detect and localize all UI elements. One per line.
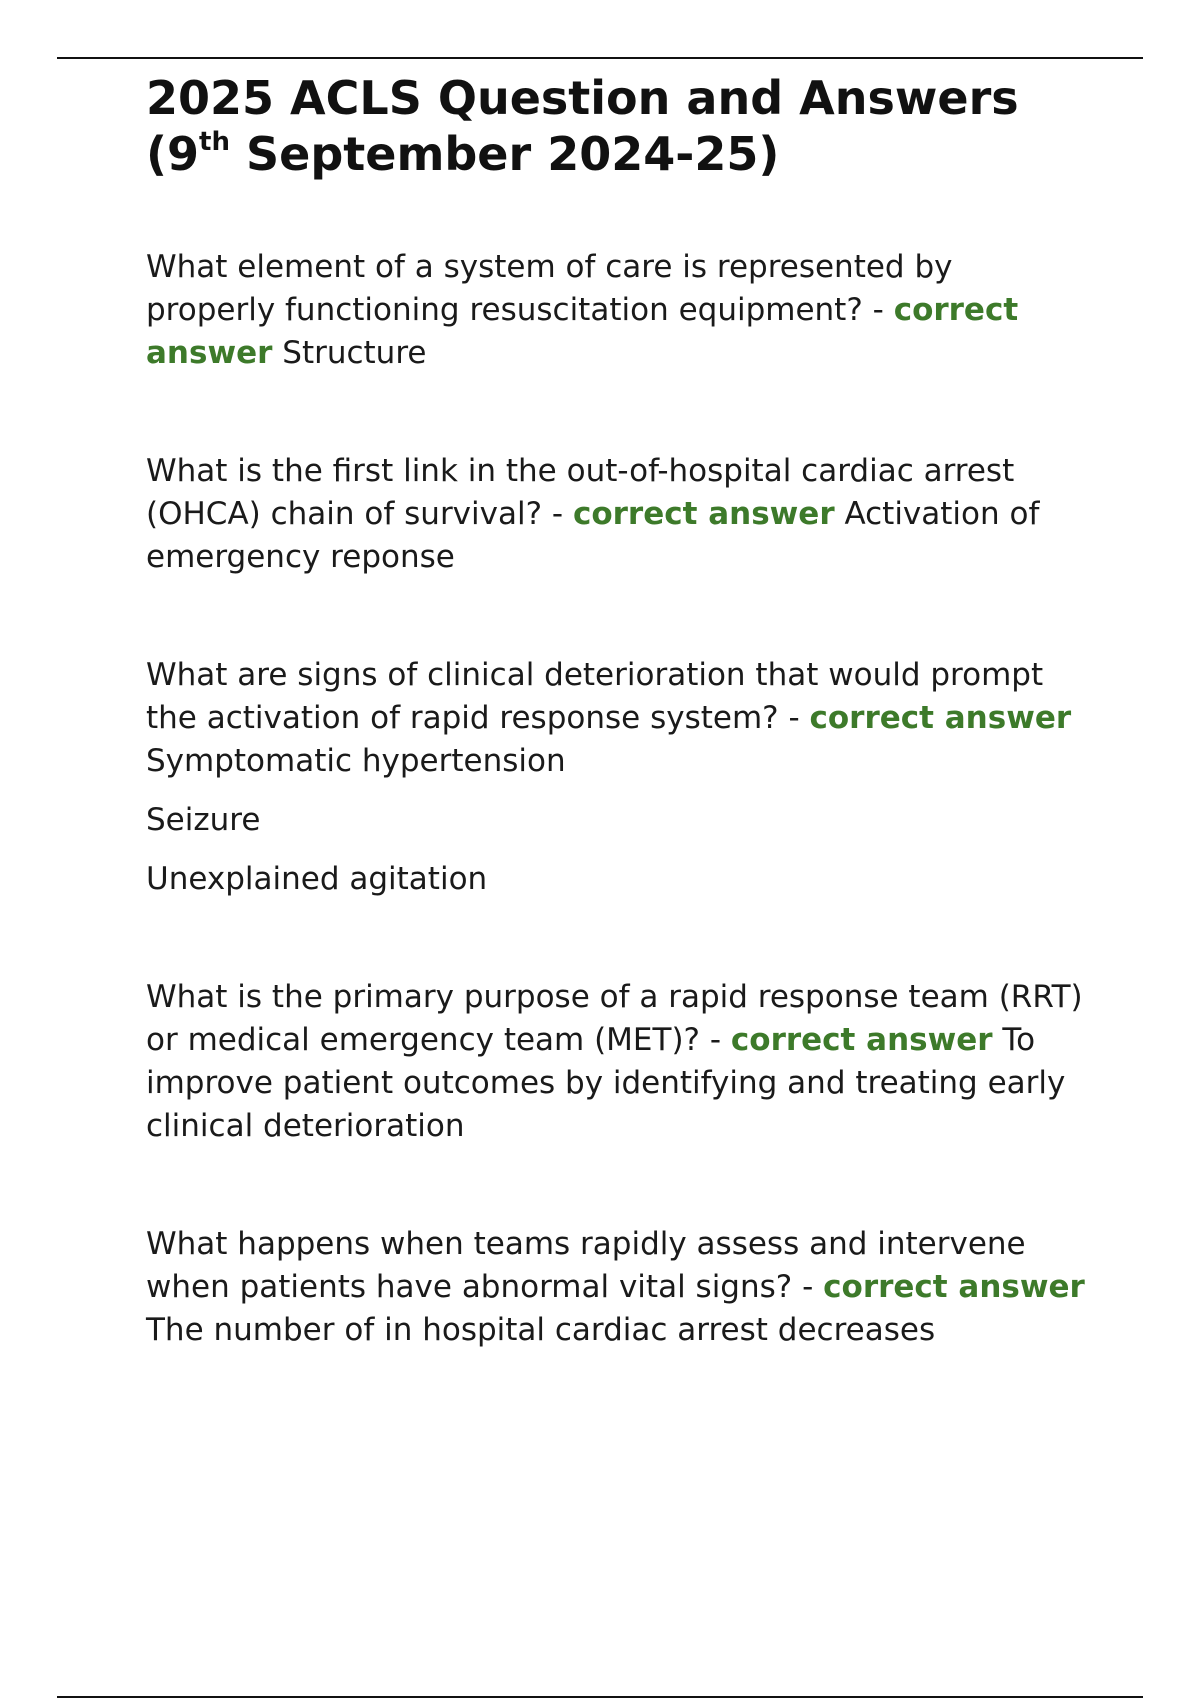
answer-text: Activation of emergency reponse [146,496,1040,575]
top-rule [57,57,1143,59]
qa-item [146,1223,1086,1352]
qa-item [146,654,1086,783]
answer-extra-line: Seizure [146,802,261,838]
question-text: What is the primary purpose of a rapid response team (RRT) or medical emergency team (MET)? - [146,979,1083,1058]
answer-text: To improve patient outcomes by identifying and treating early clinical deterioration [146,1022,1066,1144]
qa-item [146,450,1086,579]
correct-answer-label: correct answer [823,1269,1085,1305]
title-line-1: 2025 ACLS Question and Answers [146,71,1019,125]
question-text: What is the first link in the out-of-hospital cardiac arrest (OHCA) chain of survival? - [146,453,1015,532]
answer-text: Structure [272,335,427,371]
title-line-2-rest: September 2024-25) [229,127,780,181]
correct-answer-label: correct answer [809,700,1072,736]
answer-text: The number of in hospital cardiac arrest decreases [146,1312,936,1348]
qa-item [146,976,1086,1148]
question-text: What element of a system of care is represented by properly functioning resuscitation equipment? - [146,249,953,328]
correct-answer-label: correct answer [146,292,1019,371]
bottom-rule [57,1696,1143,1698]
document-body [146,70,1086,1352]
title-line-2-prefix: (9 [146,127,200,181]
qa-item [146,246,1086,375]
answer-text: Symptomatic hypertension [146,743,566,779]
correct-answer-label: correct answer [730,1022,993,1058]
page-title [146,70,1086,182]
answer-extra-line: Unexplained agitation [146,861,488,897]
question-text: What happens when teams rapidly assess and intervene when patients have abnormal vital signs? - [146,1226,1026,1305]
title-ordinal-suffix: th [199,126,230,157]
question-text: What are signs of clinical deterioration that would prompt the activation of rapid response system? - [146,657,1044,736]
correct-answer-label: correct answer [572,496,835,532]
